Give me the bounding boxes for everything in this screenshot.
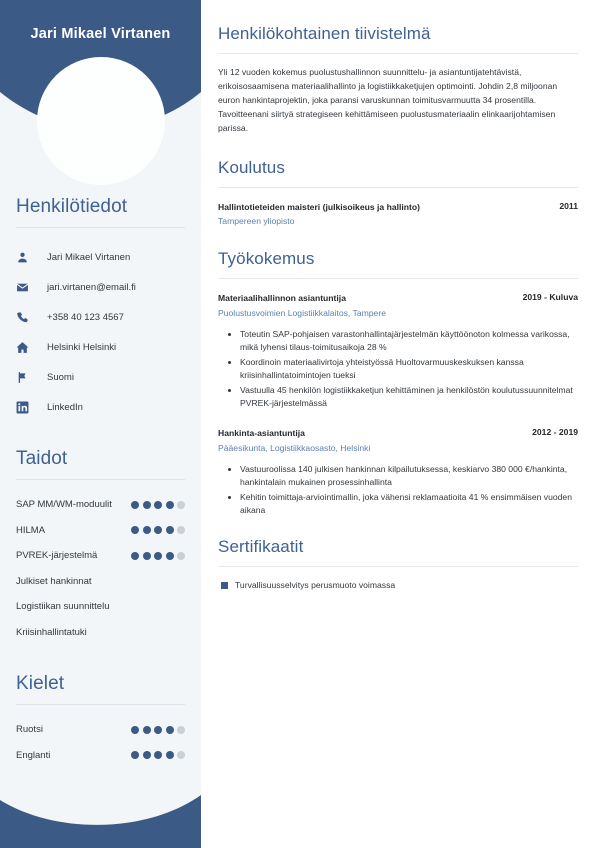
- skill-row: [16, 569, 185, 595]
- summary-title: Henkilökohtainen tiivistelmä: [218, 24, 431, 43]
- section-divider: [218, 53, 578, 54]
- section-education: [218, 158, 578, 227]
- experience-entry: [218, 427, 578, 518]
- skill-row: [16, 594, 185, 620]
- candidate-name: Jari Mikael Virtanen: [30, 26, 171, 42]
- experience-date: 2012 - 2019: [532, 427, 578, 438]
- language-row: [16, 717, 185, 743]
- bullet-item: • Koordinoin materiaalivirtoja yhteistyössä Huoltovarmuuskeskuksen kanssa kriisinhallintatoimintojen tueksi: [240, 356, 578, 383]
- skill-rating: [131, 526, 185, 534]
- sidebar-footer-banner: [0, 778, 201, 848]
- education-institution: Tampereen yliopisto: [218, 216, 295, 227]
- section-divider: [218, 278, 578, 279]
- contact-value-phone: +358 40 123 4567: [47, 311, 124, 323]
- skill-label: Logistiikan suunnittelu: [16, 601, 110, 613]
- contact-value-linkedin: LinkedIn: [47, 401, 83, 413]
- bullet-item: • Kehitin toimittaja-arviointimallin, joka vähensi reklamaatioita 41 % ensimmäisen vuoden aikana: [240, 491, 578, 518]
- experience-organization: Puolustusvoimien Logistiikkalaitos, Tampere: [218, 307, 386, 318]
- skill-row: [16, 543, 185, 569]
- skill-label: PVREK-järjestelmä: [16, 550, 98, 562]
- skill-label: Julkiset hankinnat: [16, 575, 92, 587]
- section-divider: [218, 566, 578, 567]
- contact-row-nationality: [16, 362, 185, 392]
- flag-icon: [16, 367, 38, 387]
- sidebar-section-personal-details: [0, 196, 201, 422]
- experience-entry: [218, 292, 578, 411]
- education-entry-header: [218, 201, 578, 213]
- main-content: [201, 0, 600, 848]
- sidebar-content: [0, 196, 201, 768]
- skill-label: HILMA: [16, 524, 46, 536]
- sidebar-section-skills: [0, 448, 201, 645]
- education-entry: [218, 201, 578, 227]
- contact-row-address: [16, 332, 185, 362]
- bullet-item: • Vastuuroolissa 140 julkisen hankinnan kilpailutuksessa, keskiarvo 380 000 €/hankinta, hankintalain mukainen prosessinhallinta: [240, 463, 578, 490]
- language-row: [16, 743, 185, 769]
- languages-list: [0, 705, 201, 768]
- education-title: Koulutus: [218, 157, 285, 177]
- section-certificates: [218, 537, 578, 592]
- experience-role: Hankinta-asiantuntija: [218, 428, 305, 439]
- skill-rating: [131, 501, 185, 509]
- contact-value-email: jari.virtanen@email.fi: [47, 281, 136, 293]
- contact-row-name: [16, 242, 185, 272]
- bullet-item: • Toteutin SAP-pohjaisen varastonhallintajärjestelmän käyttöönoton kolmessa varikossa, mikä lyhensi tilaus-toimitusaikoja 28 %: [240, 328, 578, 355]
- skill-row: [16, 492, 185, 518]
- language-label: Englanti: [16, 749, 51, 761]
- contact-row-email[interactable]: [16, 272, 185, 302]
- skill-row: [16, 620, 185, 646]
- skill-rating: [131, 552, 185, 560]
- linkedin-icon: [16, 397, 38, 417]
- section-experience: [218, 249, 578, 518]
- section-divider: [218, 187, 578, 188]
- experience-entry-header: [218, 292, 578, 304]
- language-label: Ruotsi: [16, 724, 43, 736]
- phone-icon: [16, 307, 38, 327]
- certificates-list: [218, 579, 578, 592]
- languages-title: Kielet: [16, 673, 65, 694]
- language-rating: [131, 726, 185, 734]
- experience-organization: Pääesikunta, Logistiikkaosasto, Helsinki: [218, 442, 371, 453]
- experience-role: Materiaalihallinnon asiantuntija: [218, 293, 346, 304]
- certificate-item: [221, 579, 578, 592]
- section-summary: [218, 24, 578, 136]
- skills-title: Taidot: [16, 448, 68, 469]
- sidebar: [0, 0, 201, 848]
- summary-text: Yli 12 vuoden kokemus puolustushallinnon suunnittelu- ja asiantuntijatehtävistä, erikoisosaamisena materiaalihallinto ja logistiikkaketjujen optimointi. Johdin 2,8 miljoonan euron hankintaprojektin, joka paransi varuskunnan toimitusvarmuutta 34 prosentilla. Tavoitteenani siirtyä strategiseen kehittämiseen puolustusmateriaalin elinkaarijohtamisen parissa.: [218, 67, 558, 133]
- contact-value-nationality: Suomi: [47, 371, 74, 383]
- skill-label: SAP MM/WM-moduulit: [16, 499, 112, 511]
- skill-row: [16, 518, 185, 544]
- education-degree: Hallintotieteiden maisteri (julkisoikeus ja hallinto): [218, 201, 420, 212]
- experience-title: Työkokemus: [218, 249, 315, 269]
- personal-details-title: Henkilötiedot: [16, 196, 128, 217]
- contact-row-phone[interactable]: [16, 302, 185, 332]
- contact-value-address: Helsinki Helsinki: [47, 341, 117, 353]
- contact-list: [0, 228, 201, 422]
- experience-entry-header: [218, 427, 578, 439]
- certificates-title: Sertifikaatit: [218, 536, 304, 556]
- profile-photo: [37, 57, 165, 185]
- experience-bullets: [218, 328, 578, 411]
- certificate-text: Turvallisuusselvitys perusmuoto voimassa: [235, 579, 396, 590]
- experience-bullets: [218, 463, 578, 518]
- envelope-icon: [16, 277, 38, 297]
- education-date: 2011: [559, 200, 578, 211]
- square-bullet-icon: [221, 582, 228, 589]
- skill-label: Kriisinhallintatuki: [16, 626, 87, 638]
- experience-date: 2019 - Kuluva: [522, 292, 578, 303]
- language-rating: [131, 751, 185, 759]
- contact-row-linkedin[interactable]: [16, 392, 185, 422]
- person-icon: [16, 247, 38, 267]
- sidebar-section-languages: [0, 673, 201, 768]
- contact-value-name: Jari Mikael Virtanen: [47, 251, 131, 263]
- bullet-item: • Vastuulla 45 henkilön logistiikkaketjun kehittäminen ja henkilöstön koulutussuunnitelmat PVREK-järjestelmässä: [240, 384, 578, 411]
- home-icon: [16, 337, 38, 357]
- skills-list: [0, 480, 201, 645]
